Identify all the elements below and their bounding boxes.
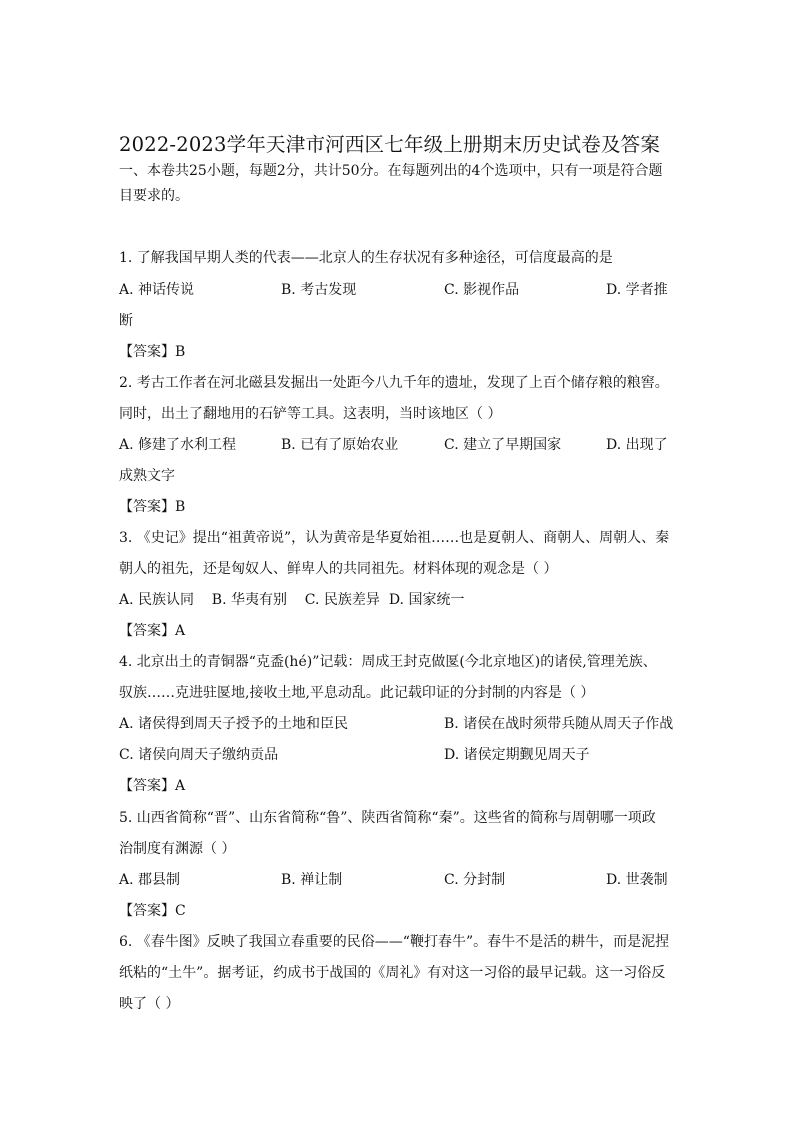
question-2-option-d: D. 出现了	[606, 437, 668, 453]
question-1-answer: 【答案】B	[119, 344, 186, 360]
question-5-stem-line-1: 5. 山西省简称“晋”、山东省简称“鲁”、陕西省简称“秦”。这些省的简称与周朝哪一项政	[119, 810, 656, 826]
question-4-option-d: D. 诸侯定期觐见周天子	[444, 747, 590, 763]
question-1-option-continuation: 断	[119, 313, 133, 329]
question-3-answer: 【答案】A	[119, 623, 186, 639]
question-2-answer: 【答案】B	[119, 499, 186, 515]
question-4-option-b: B. 诸侯在战时须带兵随从周天子作战	[444, 716, 674, 732]
question-2-stem-line-2: 同时，出土了翻地用的石铲等工具。这表明，当时该地区（ ）	[119, 406, 502, 422]
section-intro-line-1: 一、本卷共25小题，每题2分，共计50分。在每题列出的4个选项中，只有一项是符合题	[119, 163, 663, 179]
question-2-option-c: C. 建立了早期国家	[444, 437, 562, 453]
question-1-option-d: D. 学者推	[606, 282, 668, 298]
question-4-option-a: A. 诸侯得到周天子授予的土地和臣民	[119, 716, 349, 732]
question-5-option-d: D. 世袭制	[606, 872, 668, 888]
question-5-stem-line-2: 治制度有渊源（ ）	[119, 841, 236, 857]
question-6-stem-line-1: 6. 《春牛图》反映了我国立春重要的民俗——“鞭打春牛”。春牛不是活的耕牛，而是泥捏	[119, 934, 670, 950]
question-4-stem-line-1: 4. 北京出土的青铜器“克盉(hé)”记载：周成王封克做匽(今北京地区)的诸侯,管理羌族、	[119, 654, 657, 670]
question-1-option-c: C. 影视作品	[444, 282, 520, 298]
document-title: 2022-2023学年天津市河西区七年级上册期末历史试卷及答案	[119, 133, 661, 156]
question-5-answer: 【答案】C	[119, 903, 186, 919]
question-1-option-a: A. 神话传说	[119, 282, 195, 298]
question-4-option-c: C. 诸侯向周天子缴纳贡品	[119, 747, 279, 763]
question-4-stem-line-2: 驭族……克进驻匽地,接收土地,平息动乱。此记载印证的分封制的内容是（ ）	[119, 685, 595, 701]
question-2-option-a: A. 修建了水利工程	[119, 437, 237, 453]
question-2-stem-line-1: 2. 考古工作者在河北磁县发掘出一处距今八九千年的遗址，发现了上百个储存粮的粮窖。	[119, 375, 669, 391]
question-1-option-b: B. 考古发现	[281, 282, 357, 298]
question-5-option-c: C. 分封制	[444, 872, 506, 888]
question-3-stem-line-1: 3. 《史记》提出“祖黄帝说”，认为黄帝是华夏始祖……也是夏朝人、商朝人、周朝人、秦	[119, 530, 670, 546]
question-2-option-b: B. 已有了原始农业	[281, 437, 399, 453]
question-6-stem-line-2: 纸粘的“土牛”。据考证，约成书于战国的《周礼》有对这一习俗的最早记载。这一习俗反	[119, 965, 666, 981]
question-5-option-a: A. 郡县制	[119, 872, 181, 888]
question-5-option-b: B. 禅让制	[281, 872, 343, 888]
section-intro-line-2: 目要求的。	[119, 188, 189, 204]
question-4-answer: 【答案】A	[119, 778, 186, 794]
question-3-options: A. 民族认同 B. 华夷有别 C. 民族差异 D. 国家统一	[119, 592, 465, 608]
question-3-stem-line-2: 朝人的祖先，还是匈奴人、鲜卑人的共同祖先。材料体现的观念是（ ）	[119, 561, 558, 577]
question-6-stem-line-3: 映了（ ）	[119, 996, 180, 1012]
question-2-option-continuation: 成熟文字	[119, 468, 175, 484]
question-1-stem: 1. 了解我国早期人类的代表——北京人的生存状况有多种途径，可信度最高的是	[119, 250, 613, 266]
